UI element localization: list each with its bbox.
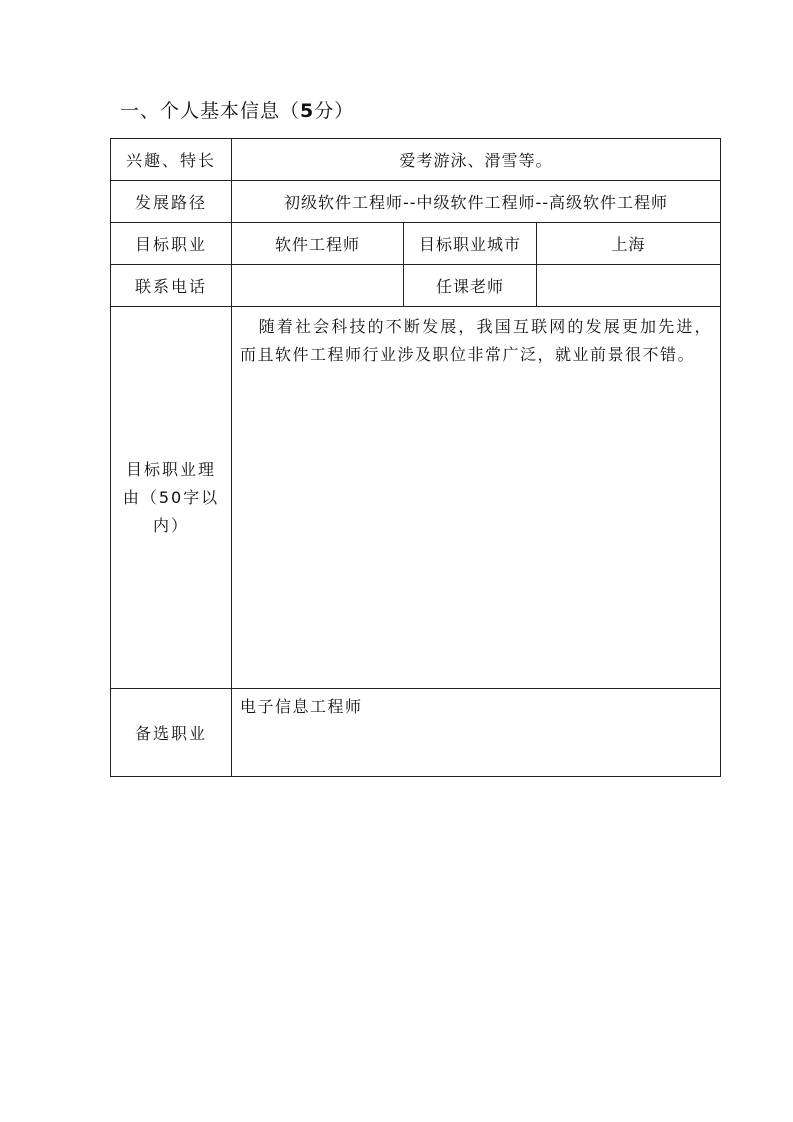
phone-label: 联系电话 (111, 265, 232, 307)
table-row-interests (111, 139, 721, 181)
section-score: 5 (300, 100, 315, 122)
table-row-contact (111, 265, 721, 307)
path-value: 初级软件工程师--中级软件工程师--高级软件工程师 (232, 181, 721, 223)
reason-label-line1: 目标职业理 (125, 459, 216, 479)
table-row-alt-job (111, 689, 721, 777)
target-city-value: 上海 (537, 223, 721, 265)
table-row-target (111, 223, 721, 265)
reason-value: 随着社会科技的不断发展，我国互联网的发展更加先进，而且软件工程师行业涉及职位非常广泛，就业前景很不错。 (240, 317, 713, 364)
target-job-label: 目标职业 (111, 223, 232, 265)
personal-info-table (110, 138, 721, 777)
phone-value (232, 265, 404, 307)
table-row-reason (111, 307, 721, 689)
section-title-prefix: 一、个人基本信息（ (120, 100, 301, 122)
teacher-label: 任课老师 (404, 265, 537, 307)
alt-job-value: 电子信息工程师 (232, 689, 721, 777)
reason-cell (232, 307, 721, 689)
path-label: 发展路径 (111, 181, 232, 223)
section-title-suffix: 分） (314, 100, 355, 122)
target-job-value: 软件工程师 (232, 223, 404, 265)
table-row-path (111, 181, 721, 223)
teacher-value (537, 265, 721, 307)
reason-label (111, 307, 232, 689)
reason-label-line2: 由（50字以 (122, 487, 220, 507)
alt-job-label: 备选职业 (111, 689, 232, 777)
interests-label: 兴趣、特长 (111, 139, 232, 181)
reason-label-line3: 内） (152, 515, 189, 535)
target-city-label: 目标职业城市 (404, 223, 537, 265)
section-heading (120, 96, 354, 123)
interests-value: 爱考游泳、滑雪等。 (232, 139, 721, 181)
